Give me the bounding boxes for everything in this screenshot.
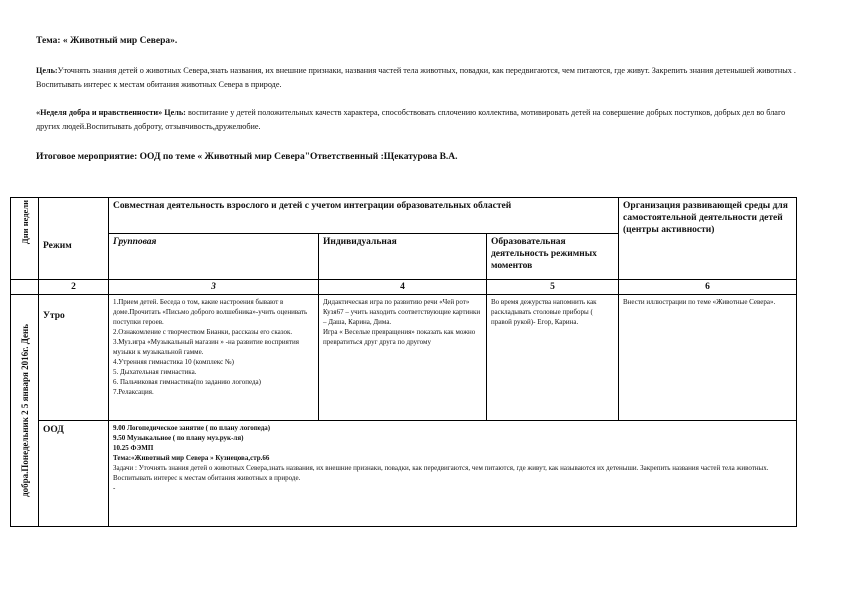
morning-individual-cell	[319, 295, 487, 421]
individual-header: Индивидуальная	[319, 234, 487, 280]
regime-header: Режим	[39, 198, 109, 280]
morning-label: Утро	[39, 295, 109, 421]
list-item: 1.Прием детей. Беседа о том, какие настроения бывают в доме.Прочитать «Письмо доброго волшебника»-учить оценивать поступки героев.	[113, 298, 308, 326]
list-item: Игра « Веселые превращения» показать как можно превратиться друг друга по другому	[323, 328, 476, 346]
joint-activity-header: Совместная деятельность взрослого и детей с учетом интеграции образовательных областей	[109, 198, 619, 234]
environment-header: Организация развивающей среды для самостоятельной деятельности детей (центры активности)	[619, 198, 797, 280]
ood-line: 10.25 ФЭМП	[113, 444, 154, 452]
col-number: 4	[319, 280, 487, 295]
theme-label: Тема:	[36, 36, 61, 46]
edu-moments-header: Образовательная деятельность режимных моментов	[487, 234, 619, 280]
group-header: Групповая	[109, 234, 319, 280]
ood-line: 9.00 Логопедическое занятие ( по плану логопеда)	[113, 424, 271, 432]
col-number: 3	[109, 280, 319, 295]
ood-cell	[109, 421, 797, 527]
list-item: 3.Муз.игра «Музыкальный магазин » -на развитие восприятия музыки к музыкальной гамме.	[113, 338, 299, 356]
morning-group-cell	[109, 295, 319, 421]
col-number: 6	[619, 280, 797, 295]
col-number: 2	[39, 280, 109, 295]
day-of-week-header: Дни недели	[19, 200, 30, 245]
week-text: воспитание у детей положительных качеств характера, способствовать сплочению коллектива, мотивировать детей на совершение добрых поступков, добрых дел во благо других людей.Воспитывать доброту, отзывчивость,дружелюбие.	[36, 108, 786, 131]
goal-label: Цель:	[36, 66, 58, 75]
day-of-week-header-cell	[11, 198, 39, 280]
morning-edu-cell: Во время дежурства напомнить как раскладывать столовые приборы ( правой рукой)- Егор, Карина.	[487, 295, 619, 421]
morning-env-cell: Внести иллюстрации по теме «Животные Севера».	[619, 295, 797, 421]
week-paragraph	[36, 106, 808, 134]
list-item: 6. Пальчиковая гимнастика(по заданию логопеда)	[113, 378, 261, 386]
list-item: Дидактическая игра по развитию речи «Чей рот» Кузя67 – учить находить соответствующие картинки – Даша, Карина, Дима.	[323, 298, 481, 326]
plan-table	[10, 197, 797, 527]
ood-line: 9.50 Музыкальное ( по плану муз.рук-ля)	[113, 434, 244, 442]
final-event: Итоговое мероприятие: ООД по теме « Животный мир Севера"Ответственный :Щекатурова В.А.	[36, 152, 458, 162]
col-number: 5	[487, 280, 619, 295]
ood-line: Тема:«Животный мир Севера » Кузнецова,стр.66	[113, 454, 270, 462]
week-label: «Неделя добра и нравственности» Цель:	[36, 108, 186, 117]
ood-label: ООД	[39, 421, 109, 527]
col-number-empty	[11, 280, 39, 295]
day-label: добра.Понедельник 2 5 января 2016г. День	[19, 324, 30, 497]
ood-dash: -	[113, 484, 116, 492]
list-item: 2.Ознакомление с творчеством Бианки, рассказы его сказок.	[113, 328, 293, 336]
ood-task: Задачи : Уточнять знания детей о животных Севера,знать названия, их внешние признаки, повадки, как передвигаются, чем питаются, где живут, как называются их детеныши. Закрепить названия частей тела животных. Воспитывать интерес к местам обитания животных в природе.	[113, 464, 769, 482]
list-item: 4.Утренняя гимнастика 10 (комплекс №)	[113, 358, 234, 366]
theme-line	[36, 36, 177, 46]
list-item: 7.Релаксация.	[113, 388, 154, 396]
goal-text: Уточнять знания детей о животных Севера,знать названия, их внешние признаки, названия частей тела животных, повадки, как передвигаются, чем питаются, где живут. Закрепить знания детенышей животных . Воспитывать интерес к местам обитания животных Севера в природе.	[36, 66, 796, 89]
morning-individual-list	[323, 297, 482, 347]
list-item: 5. Дыхательная гимнастика.	[113, 368, 197, 376]
morning-group-list	[113, 297, 314, 397]
goal-paragraph	[36, 64, 808, 92]
theme-value: « Животный мир Севера».	[60, 36, 178, 46]
day-cell	[11, 295, 39, 527]
